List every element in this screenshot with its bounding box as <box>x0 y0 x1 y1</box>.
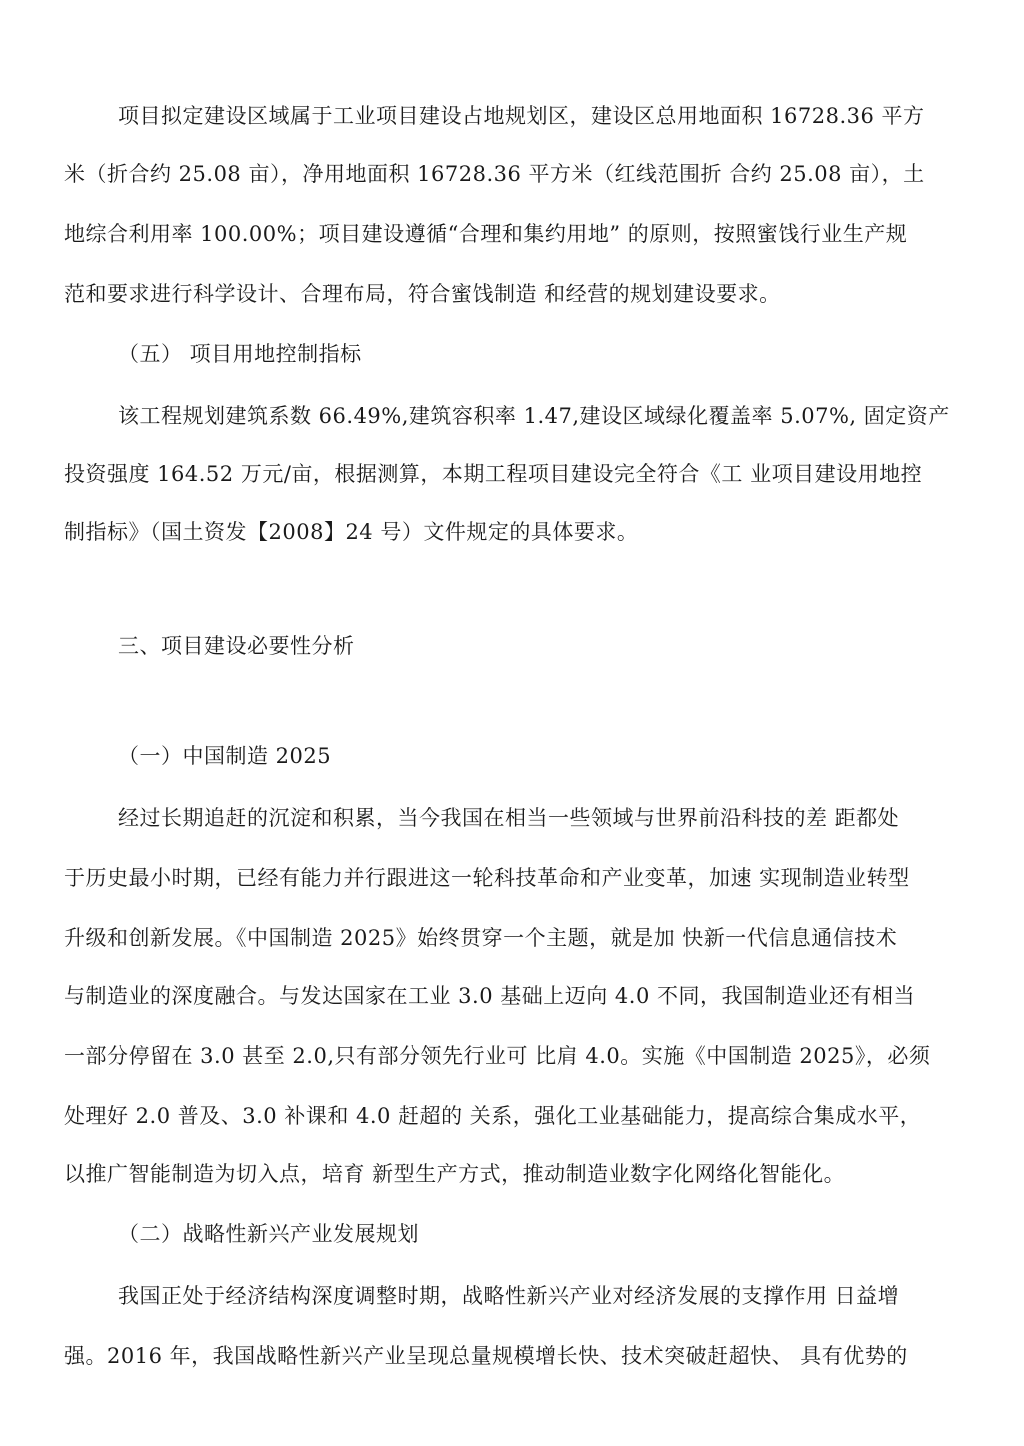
subheading-5: （五） 项目用地控制指标 <box>118 342 362 366</box>
paragraph-line: 与制造业的深度融合。与发达国家在工业 3.0 基础上迈向 4.0 不同，我国制造业还有相当 <box>64 984 915 1008</box>
paragraph-line: 强。2016 年，我国战略性新兴产业呈现总量规模增长快、技术突破赶超快、 具有优势的 <box>64 1344 908 1368</box>
section-heading-3: 三、项目建设必要性分析 <box>118 634 355 658</box>
paragraph-line: 一部分停留在 3.0 甚至 2.0,只有部分领先行业可 比肩 4.0。实施《中国制造 2025》，必须 <box>64 1044 931 1068</box>
paragraph-line: 地综合利用率 100.00%；项目建设遵循“合理和集约用地” 的原则，按照蜜饯行业生产规 <box>64 222 908 246</box>
paragraph-line: 该工程规划建筑系数 66.49%,建筑容积率 1.47,建设区域绿化覆盖率 5.07%, 固定资产 <box>118 404 950 428</box>
paragraph-line: 范和要求进行科学设计、合理布局，符合蜜饯制造 和经营的规划建设要求。 <box>64 282 781 306</box>
paragraph-line: 升级和创新发展。《中国制造 2025》始终贯穿一个主题，就是加 快新一代信息通信技术 <box>64 926 898 950</box>
subheading-1: （一）中国制造 2025 <box>118 744 332 768</box>
subheading-2: （二）战略性新兴产业发展规划 <box>118 1222 419 1246</box>
paragraph-line: 制指标》（国土资发【2008】24 号）文件规定的具体要求。 <box>64 520 639 544</box>
paragraph-line: 经过长期追赶的沉淀和积累，当今我国在相当一些领域与世界前沿科技的差 距都处 <box>118 806 900 830</box>
paragraph-line: 项目拟定建设区域属于工业项目建设占地规划区，建设区总用地面积 16728.36 平方 <box>118 104 925 128</box>
paragraph-line: 以推广智能制造为切入点，培育 新型生产方式，推动制造业数字化网络化智能化。 <box>64 1162 846 1186</box>
paragraph-line: 于历史最小时期，已经有能力并行跟进这一轮科技革命和产业变革，加速 实现制造业转型 <box>64 866 910 890</box>
paragraph-line: 米（折合约 25.08 亩），净用地面积 16728.36 平方米（红线范围折 合约 25.08 亩），土 <box>64 162 925 186</box>
paragraph-line: 我国正处于经济结构深度调整时期，战略性新兴产业对经济发展的支撑作用 日益增 <box>118 1284 900 1308</box>
paragraph-line: 投资强度 164.52 万元/亩，根据测算，本期工程项目建设完全符合《工 业项目建设用地控 <box>64 462 923 486</box>
paragraph-line: 处理好 2.0 普及、3.0 补课和 4.0 赶超的 关系，强化工业基础能力，提高综合集成水平， <box>64 1104 922 1128</box>
